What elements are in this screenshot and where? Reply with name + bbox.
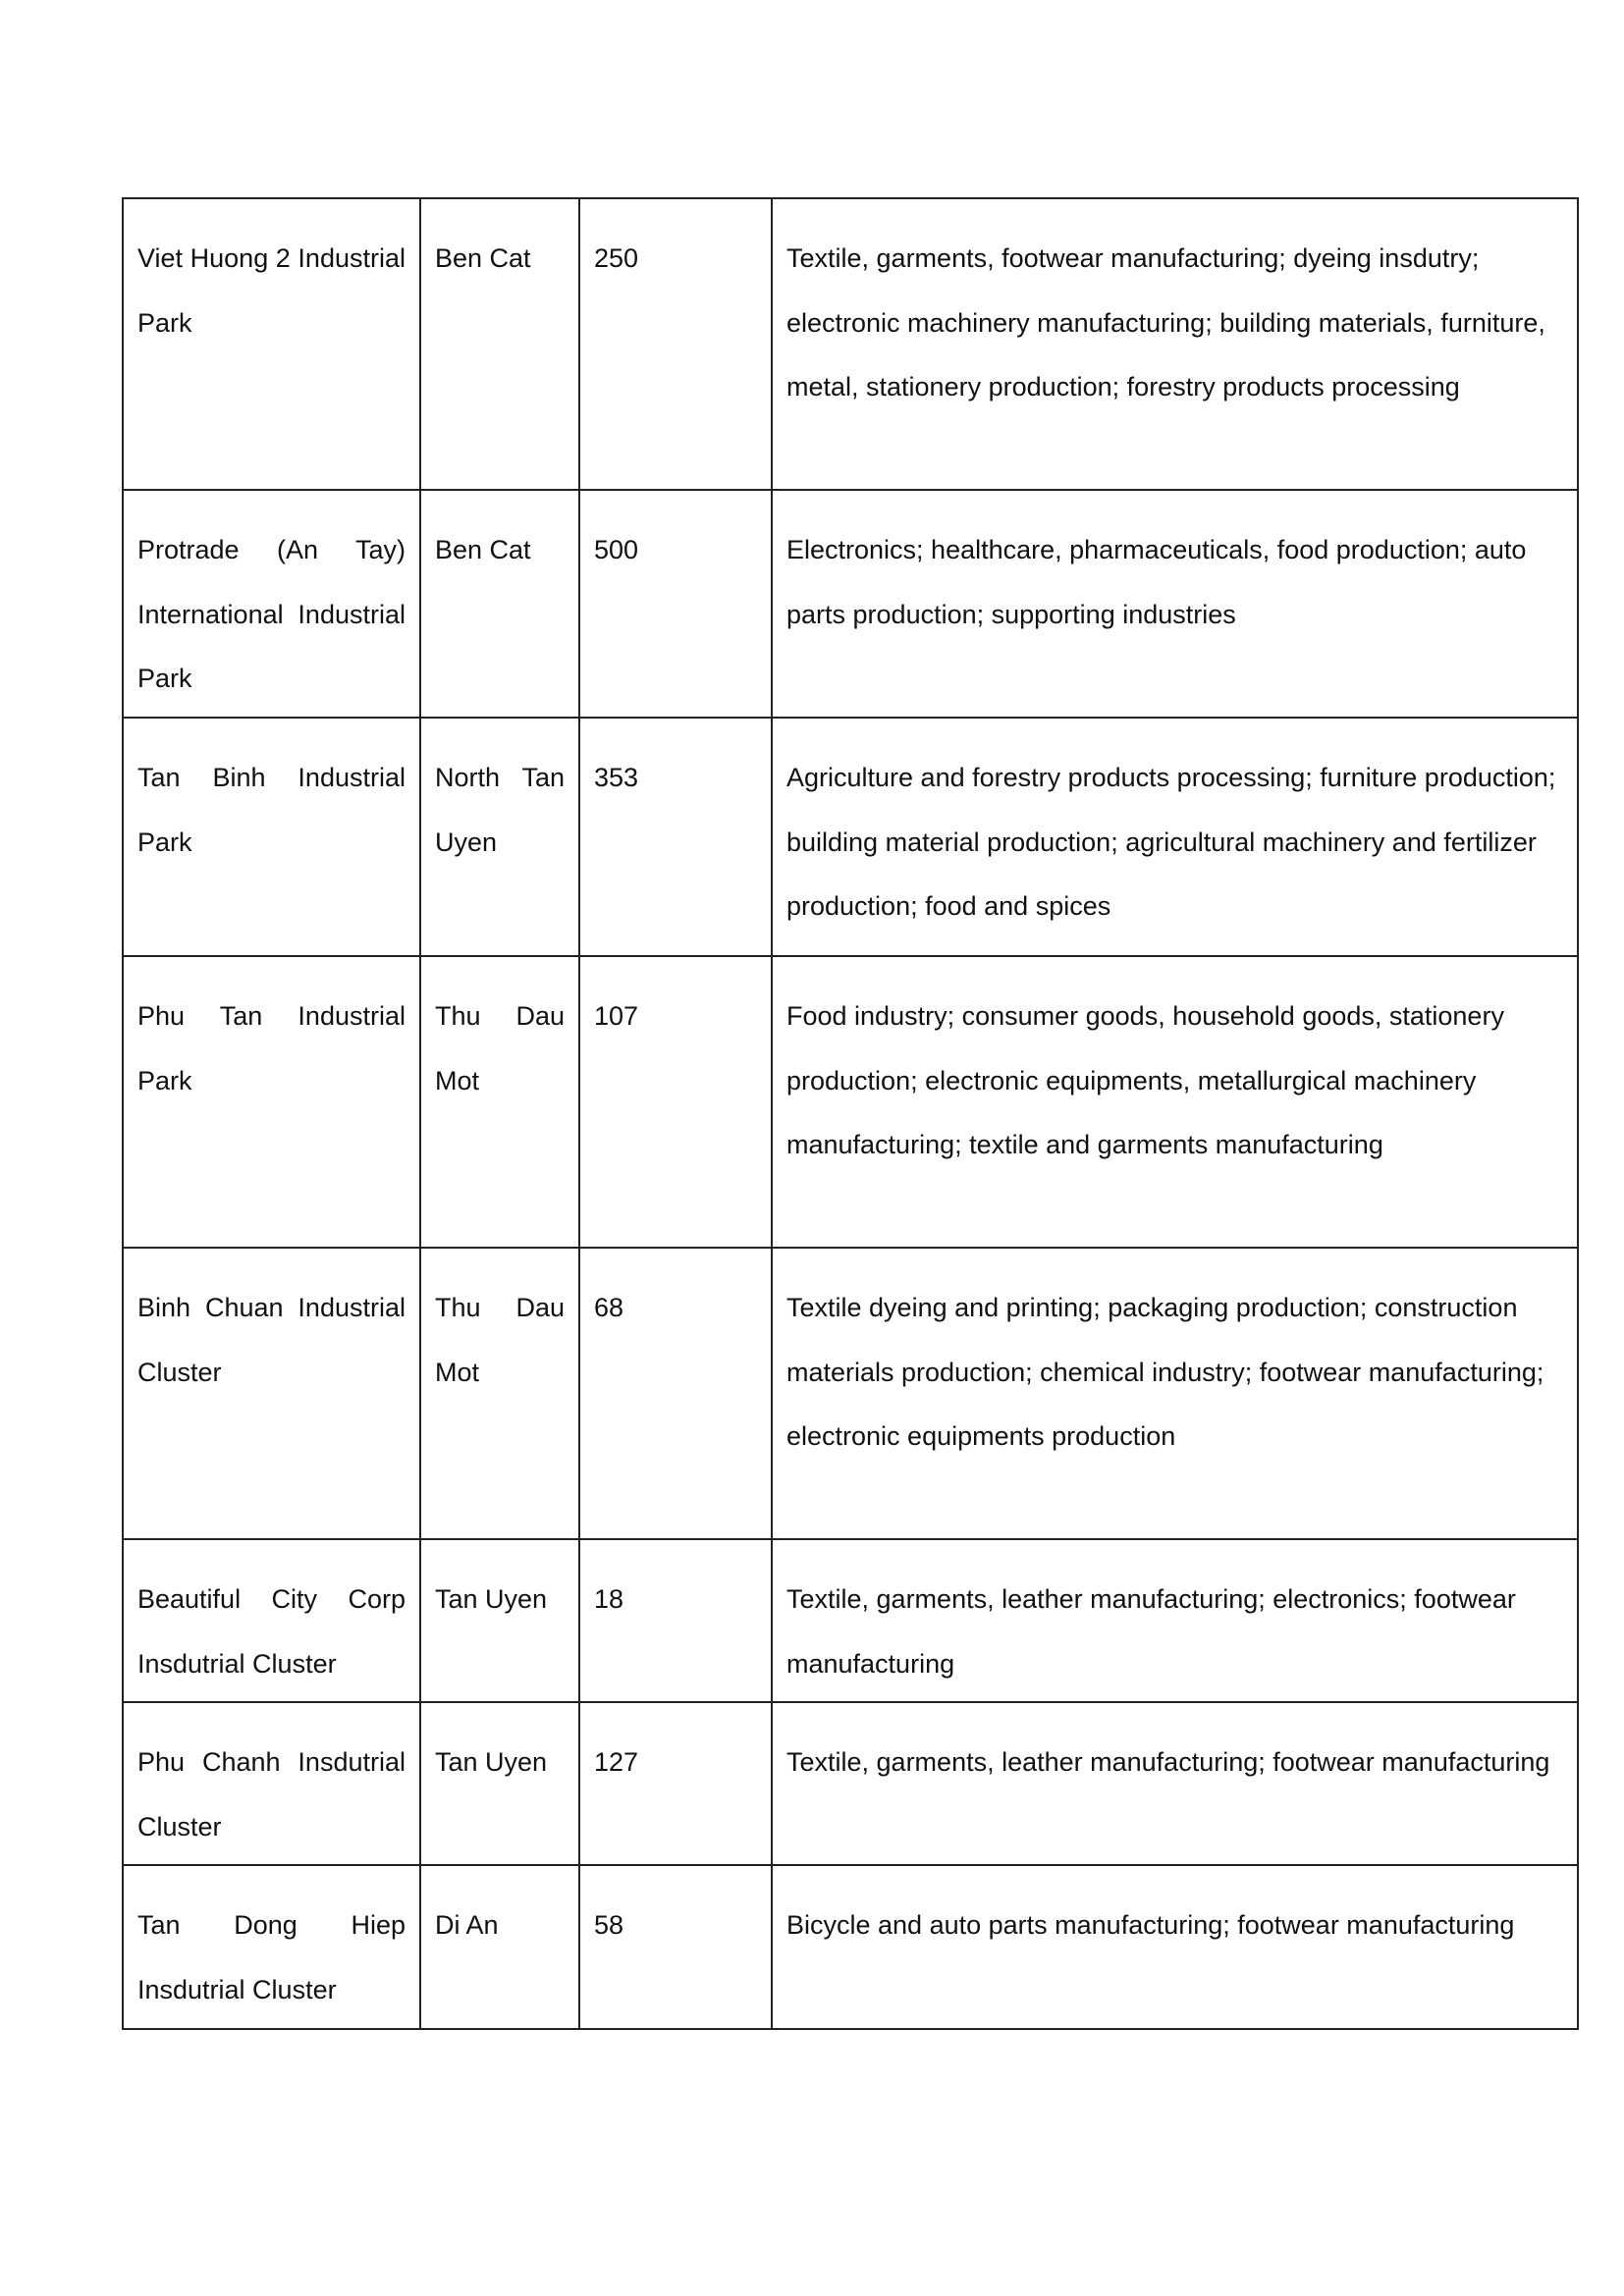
industries-cell: Bicycle and auto parts manufacturing; footwear manufacturing: [772, 1865, 1578, 2029]
industries-cell: Agriculture and forestry products processing; furniture production; building material production; agricultural machinery and fertilizer production; food and spices: [772, 718, 1578, 956]
table-row: [123, 1702, 1578, 1865]
area-cell: 500: [579, 490, 772, 718]
industries-cell: Textile, garments, leather manufacturing; electronics; footwear manufacturing: [772, 1539, 1578, 1702]
park-name-cell: Phu Chanh Insdutrial Cluster: [123, 1702, 420, 1865]
location-cell: Di An: [420, 1865, 579, 2029]
area-cell: 107: [579, 956, 772, 1248]
location-cell: Thu Dau Mot: [420, 956, 579, 1248]
location-cell: Thu Dau Mot: [420, 1248, 579, 1539]
park-name-cell: Viet Huong 2 Industrial Park: [123, 198, 420, 490]
industries-cell: Textile dyeing and printing; packaging production; construction materials production; chemical industry; footwear manufacturing; electronic equipments production: [772, 1248, 1578, 1539]
industries-cell: Electronics; healthcare, pharmaceuticals, food production; auto parts production; supporting industries: [772, 490, 1578, 718]
table-row: [123, 956, 1578, 1248]
location-cell: Ben Cat: [420, 490, 579, 718]
location-cell: Ben Cat: [420, 198, 579, 490]
park-name-cell: Binh Chuan Industrial Cluster: [123, 1248, 420, 1539]
table-row: [123, 1248, 1578, 1539]
table-row: [123, 718, 1578, 956]
location-cell: Tan Uyen: [420, 1539, 579, 1702]
park-name-cell: Phu Tan Industrial Park: [123, 956, 420, 1248]
industries-cell: Textile, garments, footwear manufacturing; dyeing insdutry; electronic machinery manufacturing; building materials, furniture, metal, stationery production; forestry products processing: [772, 198, 1578, 490]
industrial-parks-table: [122, 197, 1579, 2030]
area-cell: 127: [579, 1702, 772, 1865]
area-cell: 353: [579, 718, 772, 956]
park-name-cell: Beautiful City Corp Insdutrial Cluster: [123, 1539, 420, 1702]
industries-cell: Textile, garments, leather manufacturing; footwear manufacturing: [772, 1702, 1578, 1865]
location-cell: Tan Uyen: [420, 1702, 579, 1865]
park-name-cell: Protrade (An Tay) International Industrial Park: [123, 490, 420, 718]
location-cell: North Tan Uyen: [420, 718, 579, 956]
table-row: [123, 198, 1578, 490]
area-cell: 68: [579, 1248, 772, 1539]
industries-cell: Food industry; consumer goods, household goods, stationery production; electronic equipments, metallurgical machinery manufacturing; textile and garments manufacturing: [772, 956, 1578, 1248]
table-row: [123, 490, 1578, 718]
area-cell: 18: [579, 1539, 772, 1702]
park-name-cell: Tan Dong Hiep Insdutrial Cluster: [123, 1865, 420, 2029]
table-row: [123, 1865, 1578, 2029]
area-cell: 250: [579, 198, 772, 490]
park-name-cell: Tan Binh Industrial Park: [123, 718, 420, 956]
table-row: [123, 1539, 1578, 1702]
area-cell: 58: [579, 1865, 772, 2029]
